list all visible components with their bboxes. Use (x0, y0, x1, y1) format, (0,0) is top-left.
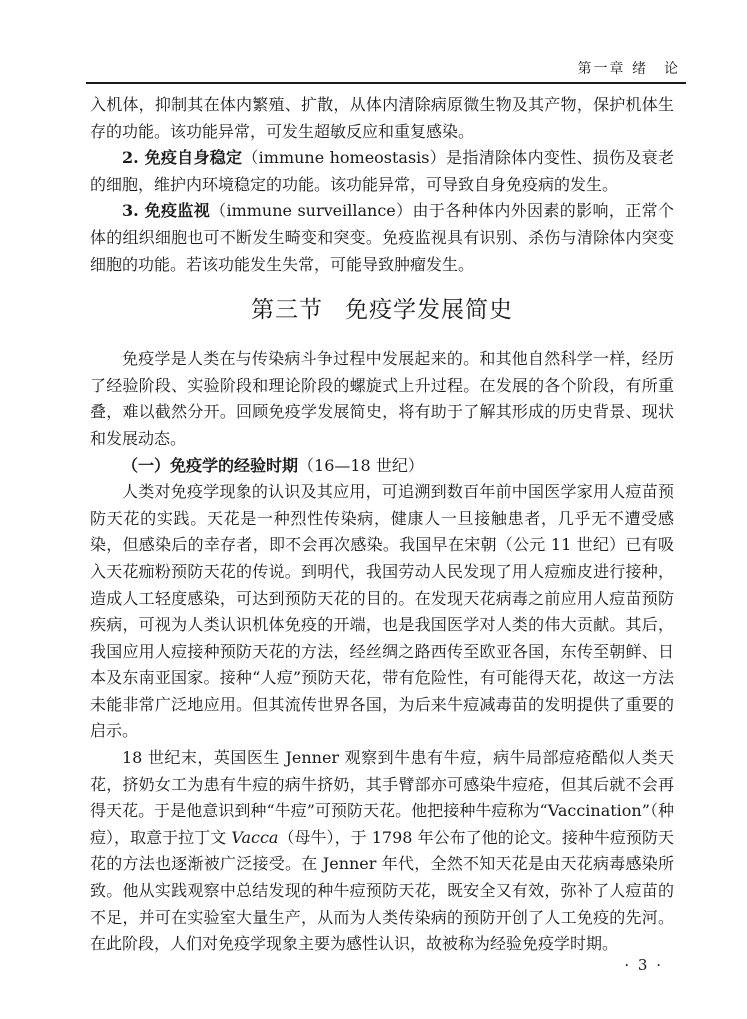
sub-heading-range: （16—18 世纪） (298, 455, 424, 475)
page-content (90, 92, 674, 958)
paragraph-immune-homeostasis (90, 145, 674, 198)
term-surveillance: （immune surveillance） (210, 201, 413, 221)
item-label-surveillance: 3. 免疫监视 (122, 201, 211, 221)
paragraph-immune-surveillance (90, 198, 674, 278)
sub-heading-title: （一）免疫学的经验时期 (122, 455, 299, 475)
item-label-homeostasis: 2. 免疫自身稳定 (122, 148, 243, 168)
chapter-title: 第一章 绪 论 (577, 61, 680, 77)
paragraph-intro: 免疫学是人类在与传染病斗争过程中发展起来的。和其他自然科学一样，经历了经验阶段、实验阶段和理论阶段的螺旋式上升过程。在发展的各个阶段，有所重叠，难以截然分开。回顾免疫学发展简史，将有助于了解其形成的历史背景、现状和发展动态。 (90, 349, 674, 448)
section-heading (90, 292, 674, 328)
latin-term: Vacca (231, 827, 279, 847)
section-number: 第三节 (251, 297, 323, 324)
text-surveillance: 由于各种体内外因素的影响，正常个体的组织细胞也可不断发生畸变和突变。免疫监视具有识别、杀伤与清除体内突变细胞的功能。若该功能发生失常，可能导致肿瘤发生。 (90, 201, 674, 274)
page-number: · 3 · (624, 956, 663, 974)
section-title: 免疫学发展简史 (345, 297, 513, 324)
paragraph-variolation: 人类对免疫学现象的认识及其应用，可追溯到数百年前中国医学家用人痘苗预防天花的实践。天花是一种烈性传染病，健康人一旦接触患者，几乎无不遭受感染，但感染后的幸存者，即不会再次感染。我国早在宋朝（公元 11 世纪）已有吸入天花痂粉预防天花的传说。到明代，我国劳动人民发现了用人痘痂皮进行接种，造成人工轻度感染，可达到预防天花的目的。在发现天花病毒之前应用人痘苗预防疾病，可视为人类认识机体免疫的开端，也是我国医学对人类的伟大贡献。其后，我国应用人痘接种预防天花的方法，经丝绸之路西传至欧亚各国，东传至朝鲜、日本及东南亚国家。接种“人痘”预防天花，带有危险性，有可能得天花，故这一方法未能非常广泛地应用。但其流传世界各国，为后来牛痘减毒苗的发明提供了重要的启示。 (90, 482, 674, 741)
paragraph-jenner (90, 745, 674, 958)
paragraph-immune-defense-cont: 入机体，抑制其在体内繁殖、扩散，从体内清除病原微生物及其产物，保护机体生存的功能。该功能异常，可发生超敏反应和重复感染。 (90, 95, 674, 141)
jenner-text-1: 18 世纪末，英国医生 Jenner 观察到牛患有牛痘，病牛局部痘疮酷似人类天花，挤奶女工为患有牛痘的病牛挤奶，其手臂部亦可感染牛痘疮，但其后就不会再得天花。于是他意识到种“牛痘”可预防天花。他把接种牛痘称为“Vaccination”（种痘），取意于拉丁文 (90, 748, 674, 847)
jenner-text-2: （母牛），于 1798 年公布了他的论文。接种牛痘预防天花的方法也逐渐被广泛接受。在 Jenner 年代，全然不知天花是由天花病毒感染所致。他从实践观察中总结发现的种牛痘预防天花，既安全又有效，弥补了人痘苗的不足，并可在实验室大量生产，从而为人类传染病的预防开创了人工免疫的先河。在此阶段，人们对免疫学现象主要为感性认识，故被称为经验免疫学时期。 (90, 827, 674, 954)
running-header (86, 58, 686, 84)
sub-heading (90, 453, 674, 480)
text-homeostasis: 是指清除体内变性、损伤及衰老的细胞，维护内环境稳定的功能。该功能异常，可导致自身免疫病的发生。 (90, 148, 674, 194)
term-homeostasis: （immune homeostasis） (242, 148, 447, 168)
